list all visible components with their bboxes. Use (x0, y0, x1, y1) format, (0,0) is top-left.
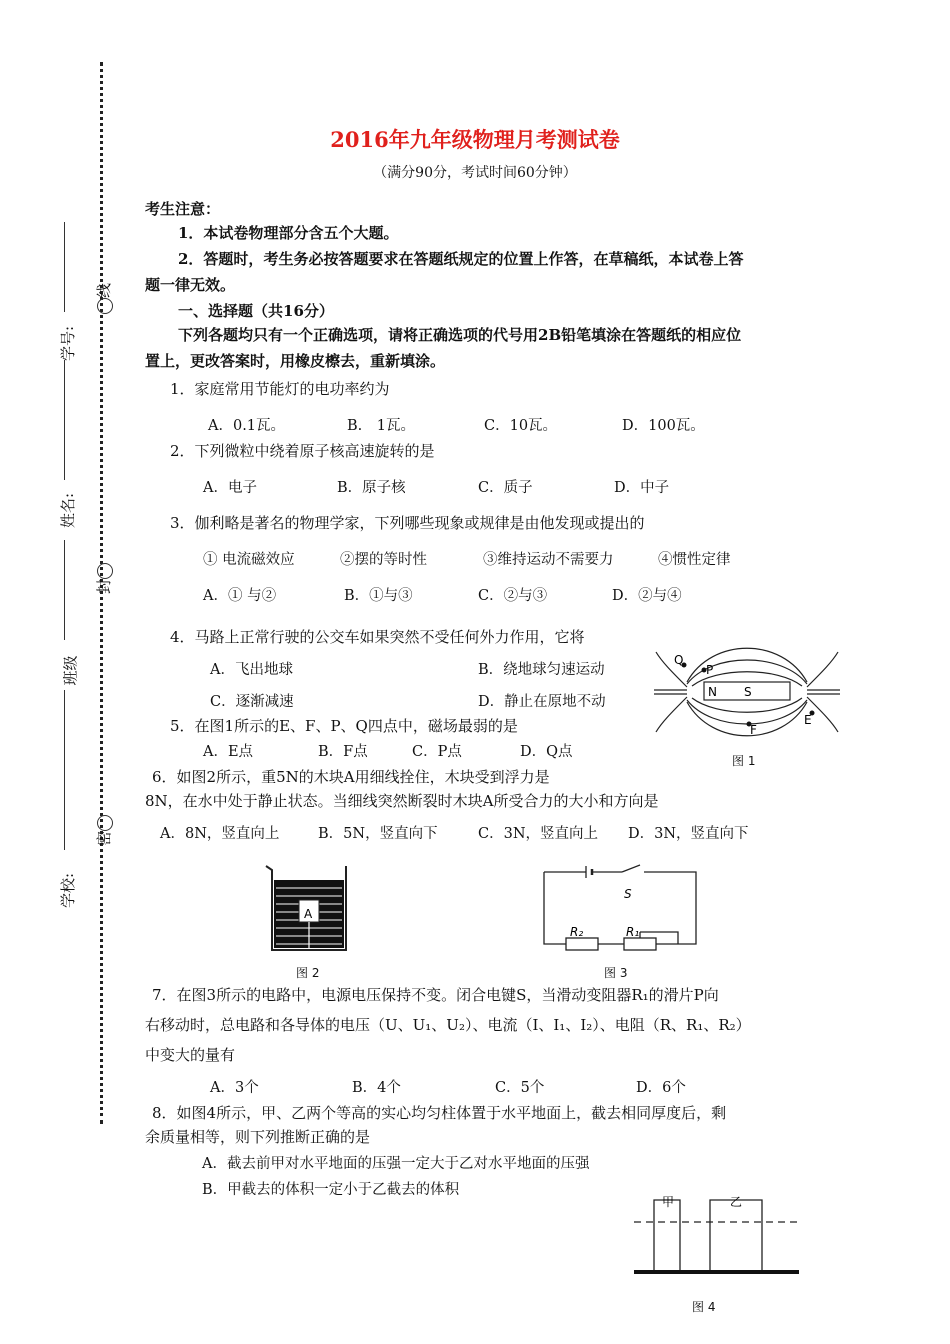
q2-stem: 2．下列微粒中绕着原子核高速旋转的是 (170, 442, 435, 460)
section-instruction-a: 下列各题均只有一个正确选项，请将正确选项的代号用2B铅笔填涂在答题纸的相应位 (178, 326, 742, 344)
q3-option-b[interactable]: B．①与③ (344, 588, 413, 604)
binding-mark-xian: 线 (93, 283, 114, 314)
q7-option-a[interactable]: A．3个 (210, 1080, 259, 1096)
q3-option-c[interactable]: C．②与③ (478, 588, 548, 604)
q2-option-b[interactable]: B．原子核 (337, 480, 406, 496)
q1-option-c[interactable]: C．10瓦。 (484, 418, 558, 434)
q8-stem-b: 余质量相等，则下列推断正确的是 (145, 1128, 371, 1146)
q2-option-d[interactable]: D．中子 (614, 480, 670, 496)
q7-stem-c: 中变大的量有 (145, 1046, 236, 1064)
binding-mark-feng: 封 (93, 563, 114, 594)
q2-option-c[interactable]: C．质子 (478, 480, 533, 496)
q6-stem-b: 8N，在水中处于静止状态。当细线突然断裂时木块A所受合力的大小和方向是 (145, 792, 659, 810)
q6-stem-a: 6．如图2所示，重5N的木块A用细线拴住，木块受到浮力是 (152, 768, 550, 786)
label-xuehao: 学号: (59, 325, 78, 362)
fig3-label-r2: R₂ (570, 925, 584, 939)
field-line-xuehao-top[interactable] (64, 222, 65, 312)
fig1-label-e: E (804, 713, 812, 727)
q8-option-a[interactable]: A．截去前甲对水平地面的压强一定大于乙对水平地面的压强 (202, 1156, 590, 1172)
q8-stem-a: 8．如图4所示，甲、乙两个等高的实心均匀柱体置于水平地面上，截去相同厚度后，剩 (152, 1104, 727, 1122)
label-xingming: 姓名: (59, 492, 78, 529)
q3-stem: 3．伽利略是著名的物理学家，下列哪些现象或规律是由他发现或提出的 (170, 514, 645, 532)
q5-option-b[interactable]: B．F点 (318, 744, 368, 760)
binding-mark-mi: 密 (93, 815, 114, 846)
q4-option-b[interactable]: B．绕地球匀速运动 (478, 662, 605, 678)
figure-4-cylinders (630, 1188, 805, 1278)
q3-statement-2: ②摆的等时性 (340, 552, 427, 568)
q5-option-d[interactable]: D．Q点 (520, 744, 573, 760)
q4-option-d[interactable]: D．静止在原地不动 (478, 694, 606, 710)
q5-stem: 5．在图1所示的E、F、P、Q四点中，磁场最弱的是 (170, 717, 518, 735)
q1-option-b[interactable]: B. 1瓦。 (347, 418, 415, 434)
fig1-label-q: Q (674, 653, 684, 667)
q3-statement-4: ④惯性定律 (658, 552, 731, 568)
q6-option-d[interactable]: D．3N，竖直向下 (628, 826, 749, 842)
q7-option-c[interactable]: C．5个 (495, 1080, 545, 1096)
figure-3-circuit (540, 862, 700, 952)
fig3-label-switch: S (624, 887, 632, 901)
figure-1-caption: 图 1 (732, 754, 756, 768)
field-line-xingming[interactable] (64, 360, 65, 480)
q6-option-a[interactable]: A．8N，竖直向上 (160, 826, 280, 842)
page-title: 2016年九年级物理月考测试卷 (330, 127, 620, 152)
label-xuexiao: 学校: (59, 872, 78, 909)
q7-option-d[interactable]: D．6个 (636, 1080, 686, 1096)
figure-2-beaker (264, 858, 354, 958)
q3-option-a[interactable]: A．① 与② (203, 588, 277, 604)
fig1-label-s: S (744, 685, 752, 699)
q5-option-c[interactable]: C．P点 (412, 744, 462, 760)
q1-stem: 1．家庭常用节能灯的电功率约为 (170, 380, 390, 398)
section-heading: 一、选择题（共16分） (178, 302, 334, 320)
q7-option-b[interactable]: B．4个 (352, 1080, 401, 1096)
fig3-label-r1: R₁ (626, 925, 640, 939)
q4-option-a[interactable]: A．飞出地球 (210, 662, 293, 678)
q2-option-a[interactable]: A．电子 (203, 480, 257, 496)
fig2-label-block: A (304, 907, 313, 921)
q6-option-c[interactable]: C．3N，竖直向上 (478, 826, 599, 842)
fig1-label-p: P (706, 663, 714, 677)
q4-option-c[interactable]: C．逐渐减速 (210, 694, 294, 710)
page-subtitle: （满分90分，考试时间60分钟） (373, 165, 577, 181)
q1-option-d[interactable]: D．100瓦。 (622, 418, 705, 434)
section-instruction-b: 置上，更改答案时，用橡皮檫去，重新填涂。 (145, 352, 446, 370)
notice-item-1: 1．本试卷物理部分含五个大题。 (178, 224, 399, 242)
notice-heading: 考生注意： (145, 200, 221, 218)
q4-stem: 4．马路上正常行驶的公交车如果突然不受任何外力作用，它将 (170, 628, 585, 646)
q3-statement-3: ③维持运动不需要力 (483, 552, 614, 568)
field-line-xuexiao[interactable] (64, 690, 65, 850)
label-banji: 班级 (61, 655, 80, 686)
figure-4-caption: 图 4 (692, 1300, 716, 1314)
q1-option-a[interactable]: A．0.1瓦。 (208, 418, 286, 434)
figure-1-magnet (652, 632, 842, 767)
q7-stem-b: 右移动时，总电路和各导体的电压（U、U₁、U₂）、电流（I、I₁、I₂）、电阻（R、R₁、R₂） (145, 1016, 751, 1034)
q3-statement-1: ① 电流磁效应 (203, 552, 295, 568)
notice-item-2a: 2．答题时，考生务必按答题要求在答题纸规定的位置上作答，在草稿纸，本试卷上答 (178, 250, 744, 268)
q3-option-d[interactable]: D．②与④ (612, 588, 682, 604)
q7-stem-a: 7．在图3所示的电路中，电源电压保持不变。闭合电键S，当滑动变阻器R₁的滑片P向 (152, 986, 719, 1004)
fig4-label-jia: 甲 (662, 1195, 675, 1209)
q6-option-b[interactable]: B．5N，竖直向下 (318, 826, 438, 842)
figure-3-caption: 图 3 (604, 966, 628, 980)
fig4-label-yi: 乙 (730, 1195, 743, 1209)
q8-option-b[interactable]: B．甲截去的体积一定小于乙截去的体积 (202, 1182, 460, 1198)
fig1-label-f: F (750, 723, 757, 737)
notice-item-2b: 题一律无效。 (145, 276, 236, 294)
fig1-label-n: N (708, 685, 717, 699)
q5-option-a[interactable]: A．E点 (203, 744, 254, 760)
field-line-banji[interactable] (64, 540, 65, 640)
figure-2-caption: 图 2 (296, 966, 320, 980)
